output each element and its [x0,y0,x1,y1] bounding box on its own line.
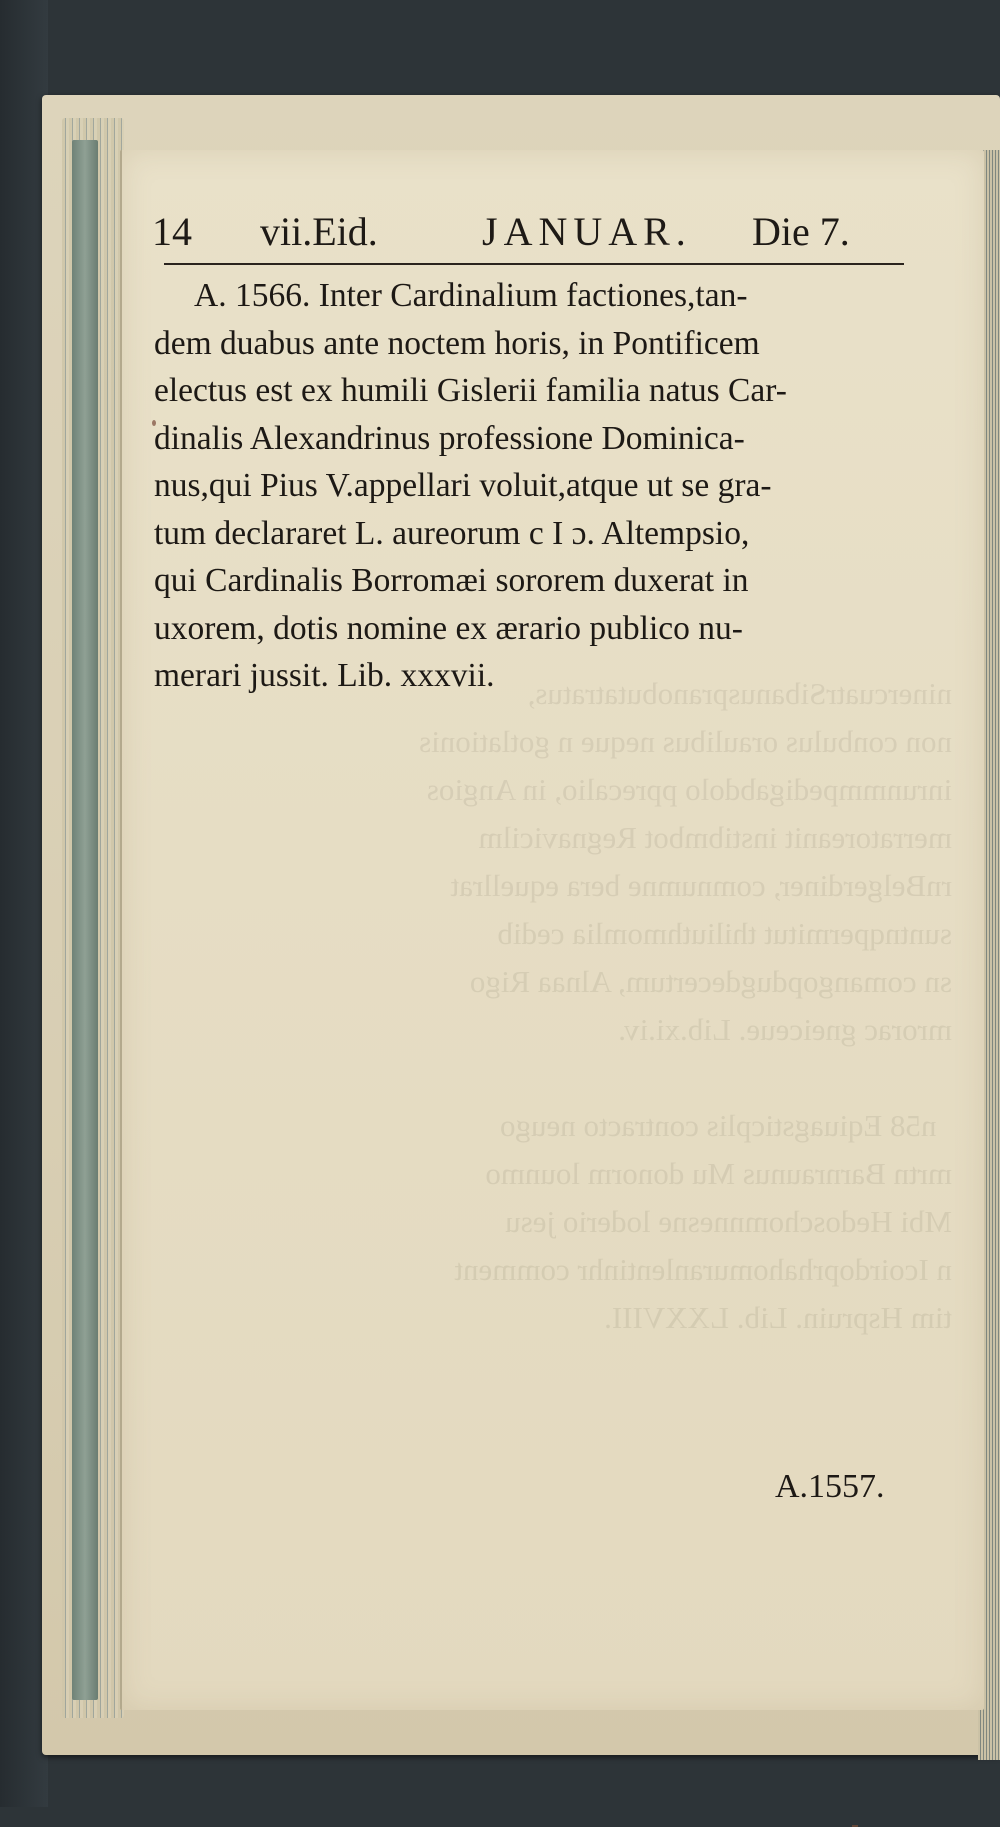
bleed-through-texture: ninercuatrSibanuspranobutatratus, non conbulus oraulibus neque n gotlationis inrunmmpedigabdolo pprecalio, in Angios merratoreanit instibmbot Regnavicilm rnBelgerdiner, comnumne bera equellrat suntnqpermitut thiliuthmomlia cedib sn comangopdugdecertum, Alnaa Rigo mrorac gneiceue. Lib.xi.iv. n58 Eqiuagsticplis contracto neugo mrtn Barnraunus Mu donorm lounmo Mbi Hedoschomnnesne loderio jesu n Icoirdoprhahomuranlentinhr comment tim Hspruin. Lib. LXXVIII. [419,676,952,1335]
text-line: qui Cardinalis Borromæi sororem duxerat in [154,562,749,599]
text-line: electus est ex humili Gislerii familia natus Car- [154,372,787,409]
text-line: nus,qui Pius V.appellari voluit,atque ut se gra- [154,467,772,504]
text-line: tum declararet L. aureorum c I ɔ. Altempsio, [154,514,750,552]
catchword: A.1557. [775,1468,885,1505]
text-line: merari jussit. Lib. xxxvii. [154,657,495,694]
text-line: uxorem, dotis nomine ex ærario publico nu- [154,609,743,647]
header-month: JANUAR. [482,209,692,254]
header-date: vii.Eid. [260,209,378,254]
page-number: 14 [152,209,192,254]
header-day: Die 7. [752,209,850,254]
text-line: dinalis Alexandrinus professione Dominica- [154,419,745,457]
text-line: A. 1566. Inter Cardinalium factiones,tan- [194,277,748,314]
running-header [152,200,902,260]
header-rule [164,263,904,265]
book-page [120,150,984,1710]
text-line: dem duabus ante noctem horis, in Pontificem [154,324,760,362]
entry-text [154,272,914,700]
backdrop [0,0,48,1807]
page-edge-stain [72,140,98,1700]
